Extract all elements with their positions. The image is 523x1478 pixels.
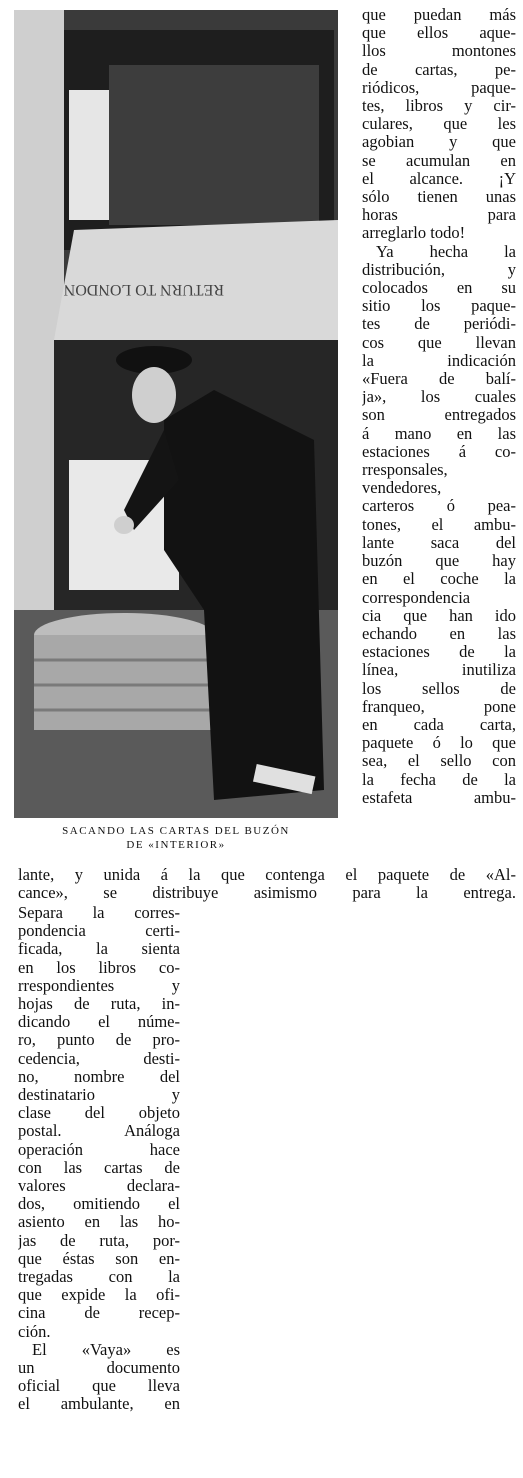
text-line: valores declara-: [18, 1177, 180, 1196]
text-line: lante saca del: [362, 533, 516, 552]
text-line: son entregados: [362, 406, 516, 425]
text-line: ro, punto de pro-: [18, 1031, 180, 1050]
text-line: dos, omitiendo el: [18, 1195, 180, 1214]
text-line: tes, libros y cir-: [362, 97, 516, 116]
text-line: rrespondientes y: [18, 976, 180, 995]
text-line: destinatario y: [18, 1086, 180, 1105]
right-text-column: [362, 6, 516, 807]
text-line: pondencia certi-: [18, 922, 180, 941]
text-line: en el coche la: [362, 570, 516, 589]
text-line: el alcance. ¡Y: [362, 169, 516, 188]
text-line: El «Vaya» es: [32, 1340, 180, 1359]
text-line: la fecha de la: [362, 770, 516, 789]
sack-label-text: RETURN TO LONDON: [63, 281, 224, 298]
text-line: cance», se distribuye asimismo para la entrega.: [18, 884, 516, 903]
text-line: que puedan más: [362, 6, 516, 24]
text-line: que éstas son en-: [18, 1249, 180, 1268]
text-line: horas para: [362, 206, 516, 225]
text-line: Separa la corres-: [18, 904, 180, 922]
text-line: clase del objeto: [18, 1104, 180, 1123]
caption-line: DE «INTERIOR»: [126, 839, 226, 851]
caption-line: SACANDO LAS CARTAS DEL BUZÓN: [62, 825, 290, 837]
text-line: colocados en su: [362, 279, 516, 298]
text-line: vendedores,: [362, 479, 442, 498]
text-line: un documento: [18, 1359, 180, 1378]
text-line: con las cartas de: [18, 1158, 180, 1177]
text-line: culares, que les: [362, 115, 516, 134]
full-width-text: [18, 866, 516, 902]
text-line: jas de ruta, por-: [18, 1231, 180, 1250]
text-line: tregadas con la: [18, 1268, 180, 1287]
text-line: sea, el sello con: [362, 752, 516, 771]
text-line: no, nombre del: [18, 1067, 180, 1086]
text-line: arreglarlo todo!: [362, 224, 466, 243]
text-line: sitio los paque-: [362, 297, 516, 316]
text-line: tes de periódi-: [362, 315, 516, 334]
text-line: «Fuera de balí-: [362, 370, 516, 389]
text-line: se acumulan en: [362, 151, 516, 170]
text-line: ficada, la sienta: [18, 940, 180, 959]
text-line: los sellos de: [362, 679, 516, 698]
text-line: franqueo, pone: [362, 697, 516, 716]
text-line: el ambulante, en: [18, 1395, 180, 1414]
text-line: de cartas, pe-: [362, 60, 516, 79]
text-line: la indicación: [362, 351, 516, 370]
text-line: correspondencia: [362, 588, 471, 607]
text-line: operación hace: [18, 1140, 180, 1159]
text-line: Ya hecha la: [376, 242, 516, 261]
text-line: lante, y unida á la que contenga el paquete de «Al-: [18, 866, 516, 884]
text-line: cia que han ido: [362, 606, 516, 625]
text-line: que ellos aque-: [362, 24, 516, 43]
text-line: á mano en las: [362, 424, 516, 443]
text-line: hojas de ruta, in-: [18, 995, 180, 1014]
text-line: llos montones: [362, 42, 516, 61]
text-line: carteros ó pea-: [362, 497, 516, 516]
text-line: dicando el núme-: [18, 1013, 180, 1032]
photograph-mail-carrier: [14, 10, 338, 818]
text-line: en los libros co-: [18, 958, 180, 977]
text-line: echando en las: [362, 624, 516, 643]
text-line: en cada carta,: [362, 715, 516, 734]
photo-illustration: [14, 10, 338, 818]
text-line: paquete ó lo que: [362, 734, 516, 753]
text-line: sólo tienen unas: [362, 188, 516, 207]
text-line: ción.: [18, 1322, 51, 1341]
text-line: estaciones de la: [362, 643, 516, 662]
text-line: que expide la ofi-: [18, 1286, 180, 1305]
text-line: buzón que hay: [362, 552, 516, 571]
text-line: cedencia, desti-: [18, 1049, 180, 1068]
photo-caption: [14, 824, 338, 852]
text-line: rresponsales,: [362, 461, 448, 480]
text-line: estaciones á co-: [362, 442, 516, 461]
text-line: ja», los cuales: [362, 388, 516, 407]
text-line: cina de recep-: [18, 1304, 180, 1323]
text-line: oficial que lleva: [18, 1377, 180, 1396]
text-line: asiento en las ho-: [18, 1213, 180, 1232]
text-line: distribución, y: [362, 260, 516, 279]
left-text-column: [18, 904, 180, 1414]
text-line: cos que llevan: [362, 333, 516, 352]
text-line: riódicos, paque-: [362, 78, 516, 97]
text-line: postal. Análoga: [18, 1122, 180, 1141]
text-line: tones, el ambu-: [362, 515, 516, 534]
text-line: línea, inutiliza: [362, 661, 516, 680]
text-line: estafeta ambu-: [362, 788, 516, 807]
text-line: agobian y que: [362, 133, 516, 152]
